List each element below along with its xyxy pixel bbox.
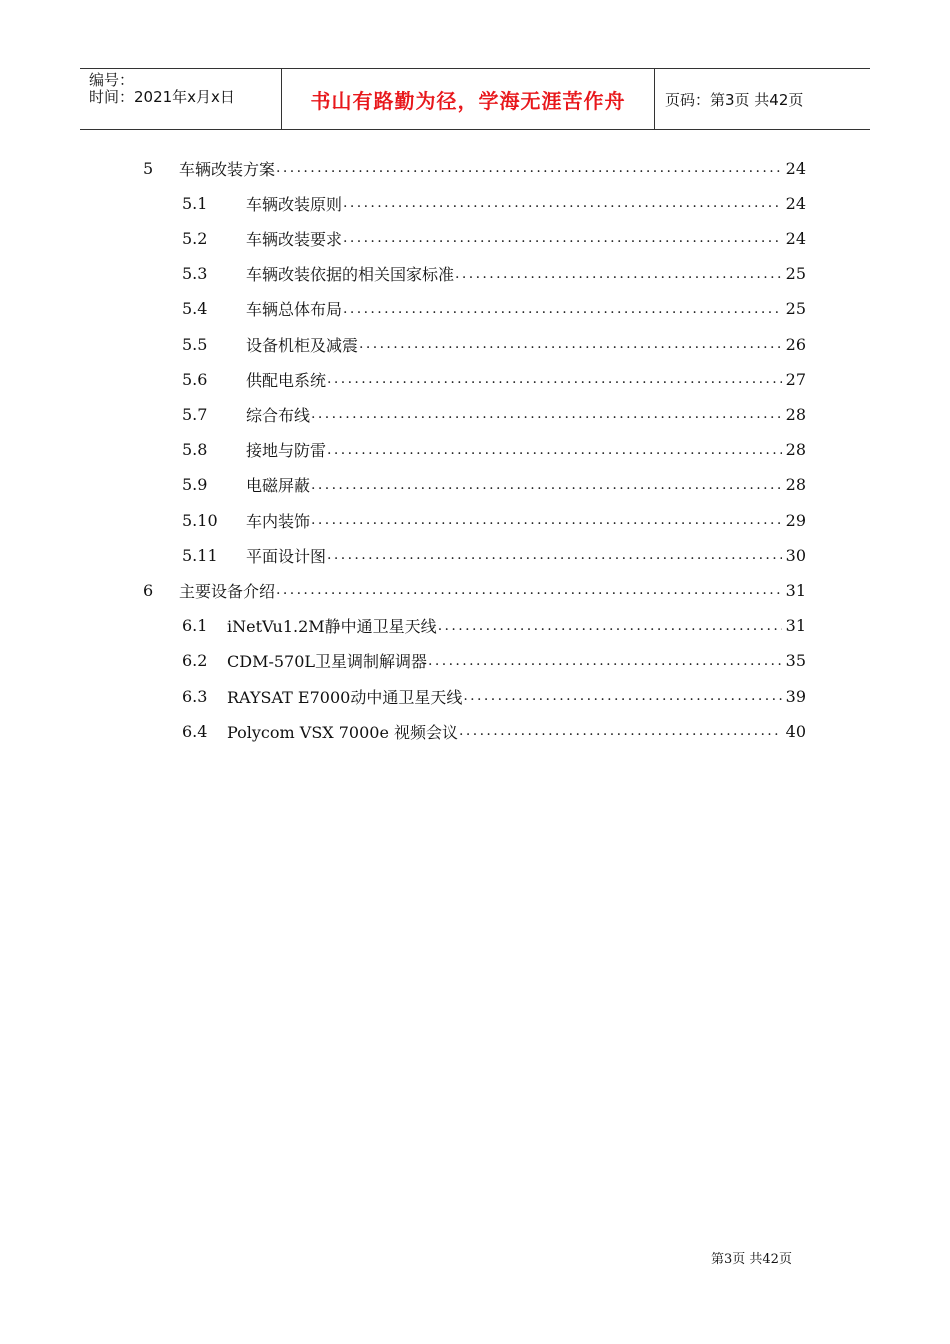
toc-entry[interactable] bbox=[143, 578, 806, 602]
toc-entry-title: 电磁屏蔽 bbox=[246, 476, 311, 496]
toc-entry-number: 5.8 bbox=[182, 440, 208, 460]
toc-entry[interactable] bbox=[182, 473, 806, 497]
toc-entry[interactable] bbox=[182, 191, 806, 215]
toc-entry-title: RAYSAT E7000动中通卫星天线 bbox=[227, 687, 463, 707]
toc-entry[interactable] bbox=[182, 332, 806, 356]
toc-entry-page: 28 bbox=[785, 404, 806, 424]
toc-entry-number: 6.2 bbox=[182, 651, 208, 671]
toc-entry-title: 车辆改装依据的相关国家标准 bbox=[246, 265, 455, 285]
toc-entry-number: 5.9 bbox=[182, 475, 208, 495]
toc-leader-dots bbox=[343, 195, 782, 211]
toc-entry-number: 5.6 bbox=[182, 369, 208, 389]
toc-leader-dots bbox=[327, 442, 782, 458]
toc-entry-page: 31 bbox=[785, 580, 806, 600]
toc-entry-number: 5.11 bbox=[182, 545, 218, 565]
toc-leader-dots bbox=[359, 336, 782, 352]
toc-entry-page: 28 bbox=[785, 440, 806, 460]
toc-entry-number: 5.4 bbox=[182, 299, 208, 319]
toc-entry[interactable] bbox=[182, 649, 806, 673]
toc-entry-number: 5 bbox=[143, 158, 154, 178]
toc-entry[interactable] bbox=[182, 262, 806, 286]
toc-leader-dots bbox=[327, 547, 782, 563]
toc-entry-page: 31 bbox=[785, 616, 806, 636]
toc-entry-page: 27 bbox=[785, 369, 806, 389]
toc-entry[interactable] bbox=[182, 614, 806, 638]
toc-entry-page: 26 bbox=[785, 334, 806, 354]
toc-entry-title: iNetVu1.2M静中通卫星天线 bbox=[227, 617, 437, 637]
toc-entry-title: 设备机柜及减震 bbox=[246, 335, 359, 355]
toc-entry-title: 车辆改装要求 bbox=[246, 229, 343, 249]
toc-entry-title: 供配电系统 bbox=[246, 370, 327, 390]
toc-entry-page: 24 bbox=[785, 228, 806, 248]
toc-leader-dots bbox=[327, 371, 782, 387]
toc-entry-title: 接地与防雷 bbox=[246, 441, 327, 461]
toc-entry-page: 28 bbox=[785, 475, 806, 495]
toc-entry-page: 24 bbox=[785, 193, 806, 213]
header-motto: 书山有路勤为径，学海无涯苦作舟 bbox=[281, 69, 655, 129]
toc-entry-title: 平面设计图 bbox=[246, 546, 327, 566]
toc-entry[interactable] bbox=[182, 367, 806, 391]
toc-entry-title: 车辆改装方案 bbox=[179, 159, 276, 179]
header-meta-cell bbox=[80, 69, 280, 129]
toc-entry[interactable] bbox=[182, 543, 806, 567]
toc-leader-dots bbox=[343, 301, 782, 317]
toc-entry-page: 24 bbox=[785, 158, 806, 178]
toc-entry-number: 5.10 bbox=[182, 510, 218, 530]
toc-entry-number: 5.7 bbox=[182, 404, 208, 424]
toc-entry-number: 5.5 bbox=[182, 334, 208, 354]
toc-leader-dots bbox=[455, 266, 782, 282]
toc-entry-page: 25 bbox=[785, 299, 806, 319]
toc-leader-dots bbox=[463, 688, 781, 704]
toc-entry-number: 6 bbox=[143, 580, 154, 600]
toc-entry-page: 25 bbox=[785, 264, 806, 284]
page-header bbox=[80, 68, 870, 130]
toc-entry-title: 主要设备介绍 bbox=[179, 581, 276, 601]
toc-entry-title: Polycom VSX 7000e 视频会议 bbox=[227, 722, 459, 742]
toc-entry-number: 6.1 bbox=[182, 616, 208, 636]
toc-entry[interactable] bbox=[182, 297, 806, 321]
toc-entry-number: 5.1 bbox=[182, 193, 208, 213]
toc-entry-page: 30 bbox=[785, 545, 806, 565]
toc-entry-page: 39 bbox=[785, 686, 806, 706]
toc-entry-number: 6.3 bbox=[182, 686, 208, 706]
toc-entry-page: 35 bbox=[785, 651, 806, 671]
toc-entry-title: 车辆改装原则 bbox=[246, 194, 343, 214]
toc-leader-dots bbox=[343, 230, 782, 246]
toc-entry[interactable] bbox=[182, 719, 806, 743]
toc-entry-title: 车辆总体布局 bbox=[246, 300, 343, 320]
toc-entry[interactable] bbox=[182, 402, 806, 426]
toc-entry-title: CDM-570L卫星调制解调器 bbox=[227, 652, 428, 672]
toc-entry-number: 5.2 bbox=[182, 228, 208, 248]
toc-leader-dots bbox=[276, 160, 782, 176]
toc-leader-dots bbox=[311, 477, 782, 493]
toc-entry[interactable] bbox=[182, 226, 806, 250]
toc-entry-page: 29 bbox=[785, 510, 806, 530]
toc-entry-page: 40 bbox=[785, 721, 806, 741]
toc-entry-title: 综合布线 bbox=[246, 405, 311, 425]
toc-leader-dots bbox=[311, 512, 782, 528]
toc-leader-dots bbox=[459, 723, 782, 739]
toc-leader-dots bbox=[311, 406, 782, 422]
toc-entry-number: 6.4 bbox=[182, 721, 208, 741]
header-page-info: 页码：第3页 共42页 bbox=[665, 90, 804, 109]
footer-page-info: 第3页 共42页 bbox=[711, 1252, 792, 1267]
toc-entry[interactable] bbox=[182, 508, 806, 532]
toc-entry-number: 5.3 bbox=[182, 264, 208, 284]
toc-entry-title: 车内装饰 bbox=[246, 511, 311, 531]
toc-entry[interactable] bbox=[143, 156, 806, 180]
serial-number-label: 编号： bbox=[89, 71, 135, 89]
toc-leader-dots bbox=[428, 653, 782, 669]
toc-entry[interactable] bbox=[182, 684, 806, 708]
toc-leader-dots bbox=[276, 582, 782, 598]
toc-leader-dots bbox=[438, 618, 782, 634]
toc-entry[interactable] bbox=[182, 438, 806, 462]
date-line: 时间：2021年x月x日 bbox=[89, 88, 235, 106]
